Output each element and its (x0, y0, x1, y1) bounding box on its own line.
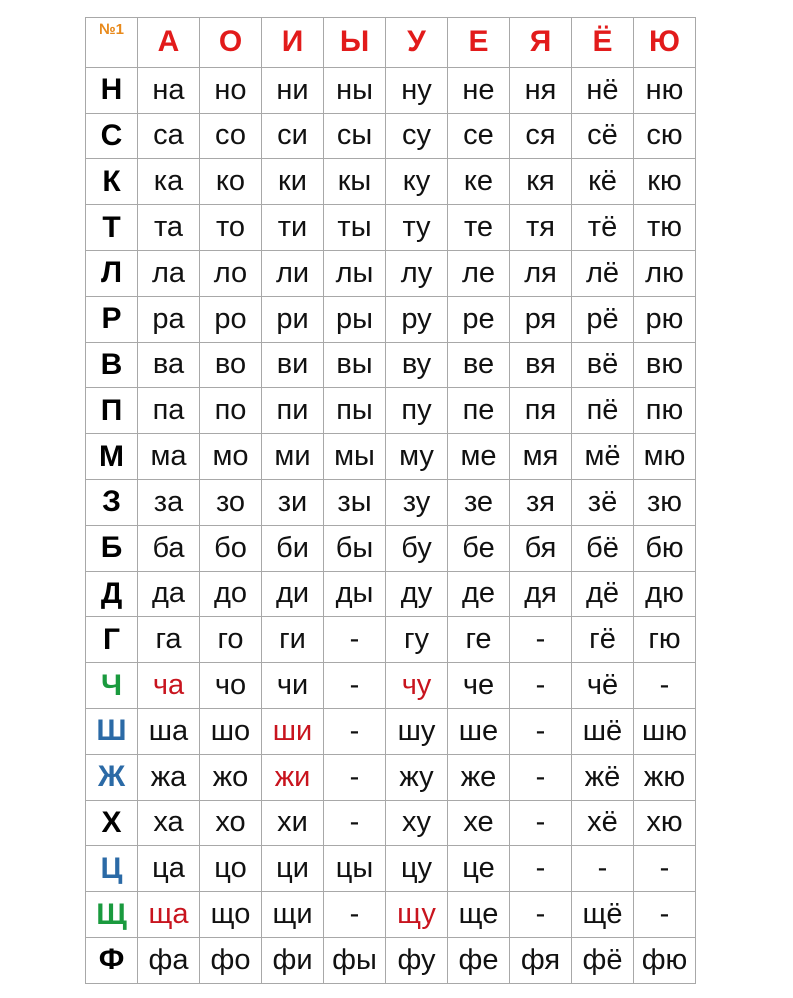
vowel-header: Ы (324, 18, 386, 68)
consonant-letter: С (86, 113, 138, 159)
syllable-table-body (86, 18, 696, 984)
vowel-header: У (386, 18, 448, 68)
syllable-cell: сю (634, 113, 696, 159)
syllable-cell: ба (138, 525, 200, 571)
syllable-cell: фе (448, 937, 510, 983)
syllable-cell: лу (386, 250, 448, 296)
syllable-cell: пи (262, 388, 324, 434)
syllable-cell: лю (634, 250, 696, 296)
consonant-letter: Ш (86, 708, 138, 754)
syllable-cell: - (634, 892, 696, 938)
syllable-cell: сы (324, 113, 386, 159)
syllable-cell: го (200, 617, 262, 663)
syllable-cell: - (510, 663, 572, 709)
syllable-cell: ню (634, 67, 696, 113)
consonant-letter: Х (86, 800, 138, 846)
syllable-cell: ву (386, 342, 448, 388)
syllable-cell: пя (510, 388, 572, 434)
syllable-cell: пе (448, 388, 510, 434)
syllable-cell: мы (324, 434, 386, 480)
syllable-cell: де (448, 571, 510, 617)
syllable-cell: не (448, 67, 510, 113)
syllable-cell: ру (386, 296, 448, 342)
syllable-cell: гю (634, 617, 696, 663)
vowel-header: Ё (572, 18, 634, 68)
syllable-cell: шо (200, 708, 262, 754)
syllable-cell: - (324, 892, 386, 938)
syllable-cell: зе (448, 479, 510, 525)
syllable-cell: хе (448, 800, 510, 846)
syllable-cell: ка (138, 159, 200, 205)
syllable-cell: ви (262, 342, 324, 388)
syllable-cell: че (448, 663, 510, 709)
syllable-cell: зя (510, 479, 572, 525)
syllable-cell: дю (634, 571, 696, 617)
syllable-cell: ма (138, 434, 200, 480)
syllable-cell: вю (634, 342, 696, 388)
syllable-cell: ха (138, 800, 200, 846)
syllable-cell: пю (634, 388, 696, 434)
syllable-cell: кя (510, 159, 572, 205)
syllable-cell: ля (510, 250, 572, 296)
syllable-cell: ху (386, 800, 448, 846)
syllable-cell: ве (448, 342, 510, 388)
syllable-cell: ча (138, 663, 200, 709)
syllable-table (85, 17, 696, 984)
vowel-header: И (262, 18, 324, 68)
syllable-cell: нё (572, 67, 634, 113)
syllable-cell: чё (572, 663, 634, 709)
consonant-letter: Б (86, 525, 138, 571)
consonant-letter: М (86, 434, 138, 480)
syllable-cell: ны (324, 67, 386, 113)
syllable-cell: - (324, 754, 386, 800)
syllable-cell: дя (510, 571, 572, 617)
consonant-row (86, 800, 696, 846)
syllable-cell: фы (324, 937, 386, 983)
syllable-cell: кё (572, 159, 634, 205)
syllable-cell: щу (386, 892, 448, 938)
consonant-letter: В (86, 342, 138, 388)
syllable-cell: хё (572, 800, 634, 846)
vowel-header: Я (510, 18, 572, 68)
syllable-cell: - (634, 846, 696, 892)
syllable-cell: - (510, 754, 572, 800)
syllable-cell: кю (634, 159, 696, 205)
syllable-cell: ня (510, 67, 572, 113)
syllable-cell: ры (324, 296, 386, 342)
syllable-cell: ли (262, 250, 324, 296)
syllable-cell: фя (510, 937, 572, 983)
syllable-cell: - (510, 846, 572, 892)
consonant-letter: Н (86, 67, 138, 113)
syllable-cell: ри (262, 296, 324, 342)
vowel-header: Ю (634, 18, 696, 68)
syllable-cell: зё (572, 479, 634, 525)
syllable-cell: - (324, 800, 386, 846)
syllable-cell: фю (634, 937, 696, 983)
syllable-cell: це (448, 846, 510, 892)
syllable-cell: се (448, 113, 510, 159)
vowel-header-row (86, 18, 696, 68)
consonant-row (86, 342, 696, 388)
syllable-cell: ра (138, 296, 200, 342)
syllable-cell: ша (138, 708, 200, 754)
syllable-cell: ще (448, 892, 510, 938)
syllable-cell: фа (138, 937, 200, 983)
syllable-cell: ла (138, 250, 200, 296)
consonant-letter: Ж (86, 754, 138, 800)
syllable-cell: рё (572, 296, 634, 342)
syllable-cell: вы (324, 342, 386, 388)
consonant-row (86, 479, 696, 525)
syllable-cell: ды (324, 571, 386, 617)
consonant-letter: Т (86, 205, 138, 251)
consonant-row (86, 892, 696, 938)
syllable-cell: - (510, 708, 572, 754)
table-number-label: №1 (86, 18, 138, 68)
syllable-cell: мя (510, 434, 572, 480)
syllable-cell: ге (448, 617, 510, 663)
syllable-cell: то (200, 205, 262, 251)
syllable-cell: жю (634, 754, 696, 800)
consonant-row (86, 571, 696, 617)
syllable-cell: цо (200, 846, 262, 892)
syllable-cell: - (324, 708, 386, 754)
consonant-row (86, 937, 696, 983)
syllable-cell: - (634, 663, 696, 709)
syllable-cell: фё (572, 937, 634, 983)
syllable-cell: жа (138, 754, 200, 800)
syllable-cell: кы (324, 159, 386, 205)
syllable-cell: фу (386, 937, 448, 983)
syllable-cell: чу (386, 663, 448, 709)
syllable-cell: - (510, 892, 572, 938)
syllable-cell: дё (572, 571, 634, 617)
syllable-cell: си (262, 113, 324, 159)
consonant-letter: Р (86, 296, 138, 342)
syllable-cell: пё (572, 388, 634, 434)
syllable-cell: пы (324, 388, 386, 434)
syllable-cell: же (448, 754, 510, 800)
syllable-cell: шё (572, 708, 634, 754)
syllable-cell: бё (572, 525, 634, 571)
syllable-cell: ту (386, 205, 448, 251)
syllable-cell: ты (324, 205, 386, 251)
syllable-cell: па (138, 388, 200, 434)
syllable-cell: жу (386, 754, 448, 800)
syllable-cell: бу (386, 525, 448, 571)
syllable-cell: са (138, 113, 200, 159)
syllable-cell: мё (572, 434, 634, 480)
syllable-cell: сё (572, 113, 634, 159)
consonant-letter: З (86, 479, 138, 525)
syllable-cell: те (448, 205, 510, 251)
syllable-cell: - (324, 617, 386, 663)
consonant-letter: Л (86, 250, 138, 296)
syllable-cell: фи (262, 937, 324, 983)
syllable-cell: мю (634, 434, 696, 480)
consonant-row (86, 434, 696, 480)
syllable-cell: су (386, 113, 448, 159)
syllable-cell: во (200, 342, 262, 388)
syllable-cell: цы (324, 846, 386, 892)
syllable-cell: чо (200, 663, 262, 709)
syllable-cell: вя (510, 342, 572, 388)
syllable-cell: - (324, 663, 386, 709)
syllable-cell: га (138, 617, 200, 663)
syllable-cell: - (510, 617, 572, 663)
syllable-cell: чи (262, 663, 324, 709)
syllable-cell: ду (386, 571, 448, 617)
consonant-letter: Ч (86, 663, 138, 709)
syllable-cell: лы (324, 250, 386, 296)
consonant-letter: Ф (86, 937, 138, 983)
syllable-cell: ке (448, 159, 510, 205)
consonant-row (86, 754, 696, 800)
syllable-cell: ни (262, 67, 324, 113)
vowel-header: А (138, 18, 200, 68)
syllable-cell: хи (262, 800, 324, 846)
syllable-cell: ки (262, 159, 324, 205)
syllable-cell: за (138, 479, 200, 525)
syllable-cell: бы (324, 525, 386, 571)
consonant-letter: Щ (86, 892, 138, 938)
syllable-cell: ми (262, 434, 324, 480)
syllable-cell: хю (634, 800, 696, 846)
syllable-cell: та (138, 205, 200, 251)
syllable-cell: ря (510, 296, 572, 342)
syllable-cell: по (200, 388, 262, 434)
consonant-row (86, 113, 696, 159)
syllable-cell: ди (262, 571, 324, 617)
syllable-cell: ца (138, 846, 200, 892)
syllable-cell: ги (262, 617, 324, 663)
syllable-cell: ро (200, 296, 262, 342)
syllable-cell: гё (572, 617, 634, 663)
syllable-cell: ну (386, 67, 448, 113)
consonant-row (86, 846, 696, 892)
syllable-cell: що (200, 892, 262, 938)
syllable-cell: тю (634, 205, 696, 251)
syllable-cell: бя (510, 525, 572, 571)
vowel-header: Е (448, 18, 510, 68)
syllable-cell: вё (572, 342, 634, 388)
consonant-row (86, 159, 696, 205)
syllable-cell: шю (634, 708, 696, 754)
syllable-cell: бе (448, 525, 510, 571)
syllable-cell: бо (200, 525, 262, 571)
syllable-cell: ме (448, 434, 510, 480)
syllable-cell: пу (386, 388, 448, 434)
syllable-cell: жо (200, 754, 262, 800)
syllable-cell: мо (200, 434, 262, 480)
syllable-cell: жё (572, 754, 634, 800)
syllable-cell: рю (634, 296, 696, 342)
vowel-header: О (200, 18, 262, 68)
syllable-cell: му (386, 434, 448, 480)
consonant-letter: Ц (86, 846, 138, 892)
syllable-cell: шу (386, 708, 448, 754)
syllable-cell: зи (262, 479, 324, 525)
syllable-cell: со (200, 113, 262, 159)
syllable-cell: - (510, 800, 572, 846)
consonant-letter: К (86, 159, 138, 205)
consonant-letter: П (86, 388, 138, 434)
syllable-cell: би (262, 525, 324, 571)
syllable-cell: тё (572, 205, 634, 251)
consonant-row (86, 205, 696, 251)
consonant-row (86, 388, 696, 434)
syllable-cell: на (138, 67, 200, 113)
syllable-cell: зо (200, 479, 262, 525)
syllable-cell: ти (262, 205, 324, 251)
syllable-cell: ло (200, 250, 262, 296)
syllable-cell: ку (386, 159, 448, 205)
consonant-row (86, 250, 696, 296)
syllable-cell: цу (386, 846, 448, 892)
syllable-cell: ши (262, 708, 324, 754)
syllable-cell: ле (448, 250, 510, 296)
syllable-cell: щи (262, 892, 324, 938)
consonant-letter: Д (86, 571, 138, 617)
syllable-cell: ре (448, 296, 510, 342)
syllable-cell: хо (200, 800, 262, 846)
syllable-cell: ся (510, 113, 572, 159)
consonant-row (86, 617, 696, 663)
syllable-cell: фо (200, 937, 262, 983)
syllable-cell: ци (262, 846, 324, 892)
consonant-row (86, 663, 696, 709)
syllable-cell: тя (510, 205, 572, 251)
syllable-cell: бю (634, 525, 696, 571)
syllable-cell: зы (324, 479, 386, 525)
consonant-row (86, 525, 696, 571)
consonant-letter: Г (86, 617, 138, 663)
syllable-cell: да (138, 571, 200, 617)
syllable-cell: ше (448, 708, 510, 754)
syllable-cell: ва (138, 342, 200, 388)
syllable-cell: ща (138, 892, 200, 938)
consonant-row (86, 67, 696, 113)
syllable-cell: зю (634, 479, 696, 525)
syllable-cell: гу (386, 617, 448, 663)
syllable-cell: до (200, 571, 262, 617)
syllable-cell: но (200, 67, 262, 113)
syllable-cell: жи (262, 754, 324, 800)
syllable-cell: - (572, 846, 634, 892)
syllable-cell: зу (386, 479, 448, 525)
consonant-row (86, 708, 696, 754)
syllable-cell: лё (572, 250, 634, 296)
consonant-row (86, 296, 696, 342)
syllable-cell: щё (572, 892, 634, 938)
syllable-cell: ко (200, 159, 262, 205)
